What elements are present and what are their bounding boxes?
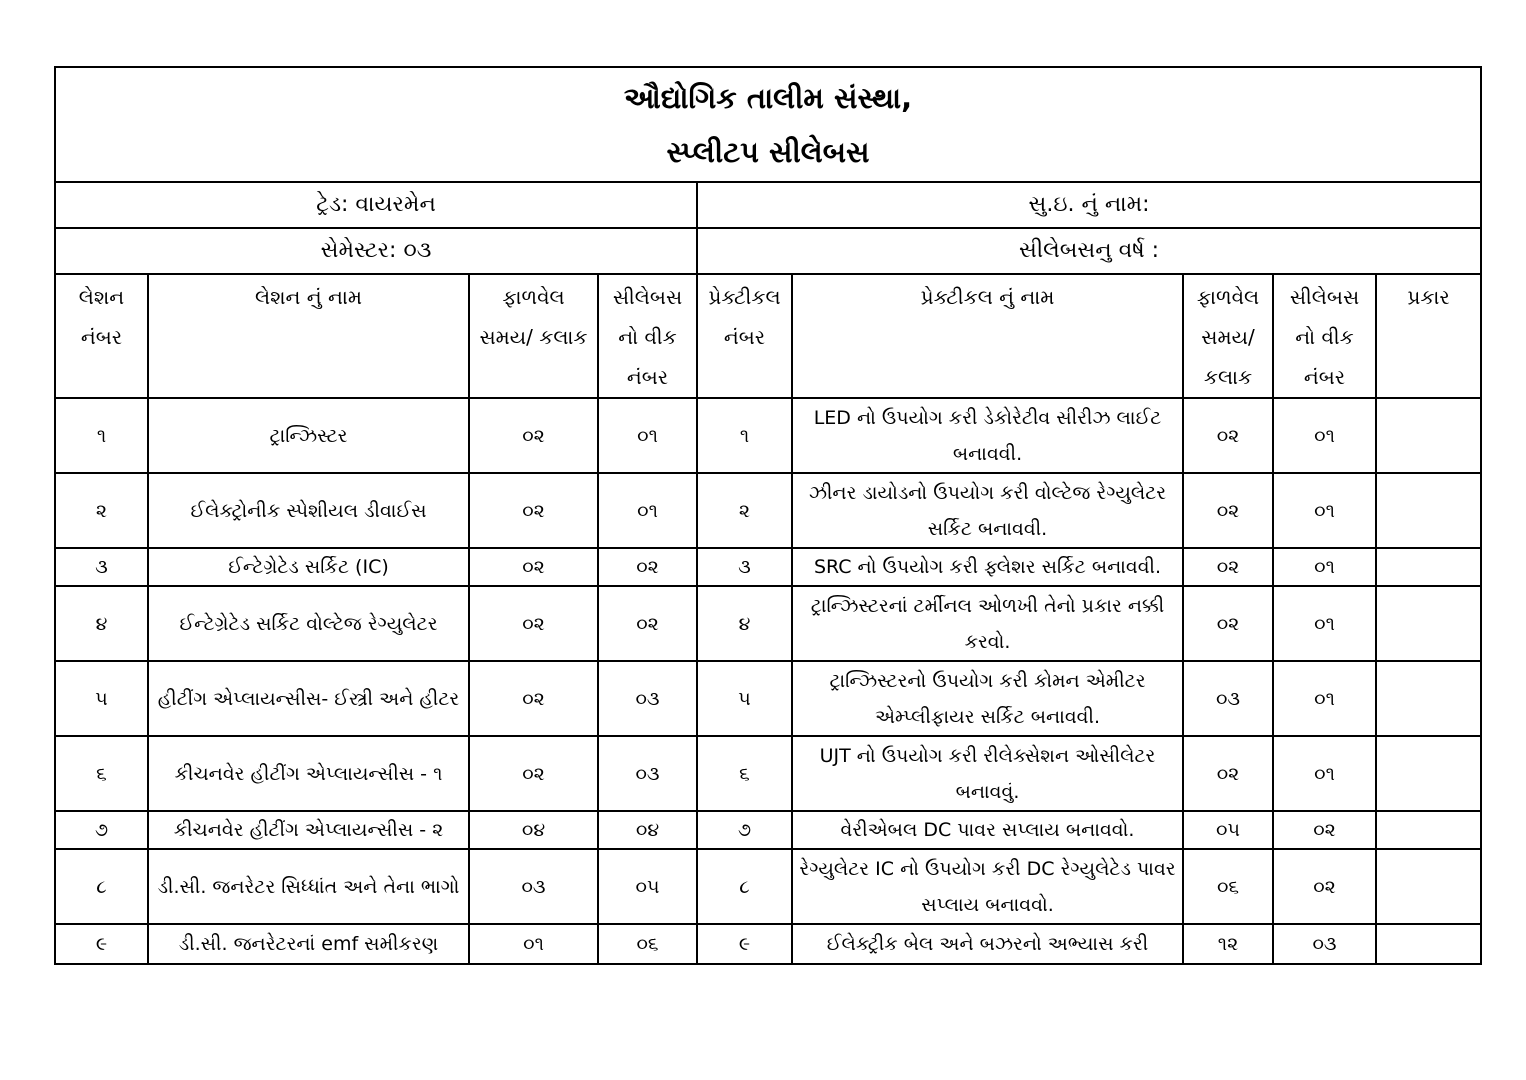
header-practical-hours: ફાળવેલ સમય/ કલાક [1183, 274, 1273, 398]
document-subtitle: સ્પ્લીટપ સીલેબસ [666, 134, 870, 169]
header-lesson-name: લેશન નું નામ [148, 274, 469, 398]
header-practical-name: પ્રેક્ટીકલ નું નામ [792, 274, 1183, 398]
practical-hours: ૦૩ [1183, 661, 1273, 736]
lesson-week: ૦૩ [598, 661, 697, 736]
type-cell [1376, 548, 1481, 586]
practical-no: ૬ [697, 736, 792, 811]
lesson-hours: ૦૧ [469, 924, 598, 964]
info-row-semester [55, 228, 1481, 274]
lesson-name: ડી.સી. જનરેટરનાં emf સમીકરણ [148, 924, 469, 964]
lesson-week: ૦૧ [598, 473, 697, 548]
lesson-hours: ૦૨ [469, 473, 598, 548]
practical-hours: ૦૨ [1183, 473, 1273, 548]
lesson-no: ૮ [55, 849, 148, 924]
lesson-no: ૯ [55, 924, 148, 964]
practical-week: ૦૨ [1273, 849, 1376, 924]
lesson-no: ૬ [55, 736, 148, 811]
practical-hours: ૦૨ [1183, 398, 1273, 473]
lesson-name: હીટીંગ એપ્લાયન્સીસ- ઈસ્ત્રી અને હીટર [148, 661, 469, 736]
lesson-week: ૦૬ [598, 924, 697, 964]
institute-name: ઔદ્યોગિક તાલીમ સંસ્થા, [623, 80, 913, 115]
practical-hours: ૦૬ [1183, 849, 1273, 924]
trade-label: ટ્રેડ: વાયરમેન [55, 182, 697, 228]
lesson-week: ૦૨ [598, 586, 697, 661]
practical-no: ૩ [697, 548, 792, 586]
type-cell [1376, 811, 1481, 849]
lesson-no: ૩ [55, 548, 148, 586]
practical-hours: ૦૨ [1183, 548, 1273, 586]
info-row-trade [55, 182, 1481, 228]
lesson-hours: ૦૩ [469, 849, 598, 924]
header-lesson-hours: ફાળવેલ સમય/ કલાક [469, 274, 598, 398]
table-row [55, 661, 1481, 736]
lesson-week: ૦૨ [598, 548, 697, 586]
lesson-name: ડી.સી. જનરેટર સિધ્ધાંત અને તેના ભાગો [148, 849, 469, 924]
document-title [55, 67, 1481, 182]
lesson-hours: ૦૨ [469, 661, 598, 736]
title-row [55, 67, 1481, 182]
type-cell [1376, 924, 1481, 964]
lesson-name: ટ્રાન્ઝિસ્ટર [148, 398, 469, 473]
lesson-hours: ૦૪ [469, 811, 598, 849]
practical-name: ઝીનર ડાયોડનો ઉપયોગ કરી વોલ્ટેજ રેગ્યુલેટર સર્કિટ બનાવવી. [792, 473, 1183, 548]
practical-name: રેગ્યુલેટર IC નો ઉપયોગ કરી DC રેગ્યુલેટેડ પાવર સપ્લાય બનાવવો. [792, 849, 1183, 924]
header-practical-week: સીલેબસ નો વીક નંબર [1273, 274, 1376, 398]
practical-name: UJT નો ઉપયોગ કરી રીલેક્સેશન ઓસીલેટર બનાવવું. [792, 736, 1183, 811]
lesson-no: ૧ [55, 398, 148, 473]
type-cell [1376, 661, 1481, 736]
table-row [55, 586, 1481, 661]
practical-no: ૨ [697, 473, 792, 548]
table-row [55, 736, 1481, 811]
table-row [55, 924, 1481, 964]
practical-hours: ૦૨ [1183, 586, 1273, 661]
header-lesson-week: સીલેબસ નો વીક નંબર [598, 274, 697, 398]
lesson-hours: ૦૨ [469, 398, 598, 473]
type-cell [1376, 736, 1481, 811]
practical-no: ૯ [697, 924, 792, 964]
syllabus-table [54, 66, 1482, 965]
instructor-label: સુ.ઇ. નું નામ: [697, 182, 1481, 228]
practical-week: ૦૧ [1273, 548, 1376, 586]
table-row [55, 398, 1481, 473]
lesson-hours: ૦૨ [469, 548, 598, 586]
syllabus-year-label: સીલેબસનુ વર્ષ : [697, 228, 1481, 274]
practical-name: ઈલેક્ટ્રીક બેલ અને બઝરનો અભ્યાસ કરી [792, 924, 1183, 964]
practical-name: ટ્રાન્ઝિસ્ટરનાં ટર્મીનલ ઓળખી તેનો પ્રકાર નક્કી કરવો. [792, 586, 1183, 661]
practical-name: વેરીએબલ DC પાવર સપ્લાય બનાવવો. [792, 811, 1183, 849]
practical-hours: ૧૨ [1183, 924, 1273, 964]
header-practical-no: પ્રેક્ટીકલ નંબર [697, 274, 792, 398]
lesson-name: કીચનવેર હીટીંગ એપ્લાયન્સીસ - ૨ [148, 811, 469, 849]
type-cell [1376, 398, 1481, 473]
practical-week: ૦૩ [1273, 924, 1376, 964]
lesson-hours: ૦૨ [469, 736, 598, 811]
practical-no: ૧ [697, 398, 792, 473]
practical-no: ૭ [697, 811, 792, 849]
lesson-week: ૦૩ [598, 736, 697, 811]
lesson-hours: ૦૨ [469, 586, 598, 661]
table-row [55, 849, 1481, 924]
lesson-name: કીચનવેર હીટીંગ એપ્લાયન્સીસ - ૧ [148, 736, 469, 811]
lesson-no: ૪ [55, 586, 148, 661]
practical-hours: ૦૨ [1183, 736, 1273, 811]
practical-name: SRC નો ઉપયોગ કરી ફ્લેશર સર્કિટ બનાવવી. [792, 548, 1183, 586]
practical-hours: ૦૫ [1183, 811, 1273, 849]
lesson-name: ઈન્ટેગ્રેટેડ સર્કિટ વોલ્ટેજ રેગ્યુલેટર [148, 586, 469, 661]
practical-week: ૦૧ [1273, 473, 1376, 548]
column-header-row [55, 274, 1481, 398]
practical-week: ૦૧ [1273, 736, 1376, 811]
practical-no: ૮ [697, 849, 792, 924]
table-row [55, 811, 1481, 849]
practical-name: ટ્રાન્ઝિસ્ટરનો ઉપયોગ કરી કોમન એમીટર એમ્પ્લીફાયર સર્કિટ બનાવવી. [792, 661, 1183, 736]
practical-week: ૦૧ [1273, 661, 1376, 736]
table-row [55, 548, 1481, 586]
practical-no: ૪ [697, 586, 792, 661]
lesson-name: ઈન્ટેગ્રેટેડ સર્કિટ (IC) [148, 548, 469, 586]
lesson-name: ઈલેક્ટ્રોનીક સ્પેશીયલ ડીવાઈસ [148, 473, 469, 548]
practical-no: ૫ [697, 661, 792, 736]
type-cell [1376, 849, 1481, 924]
practical-week: ૦૨ [1273, 811, 1376, 849]
practical-week: ૦૧ [1273, 586, 1376, 661]
practical-week: ૦૧ [1273, 398, 1376, 473]
semester-label: સેમેસ્ટર: ૦૩ [55, 228, 697, 274]
header-lesson-no: લેશન નંબર [55, 274, 148, 398]
lesson-week: ૦૫ [598, 849, 697, 924]
type-cell [1376, 473, 1481, 548]
lesson-week: ૦૧ [598, 398, 697, 473]
header-type: પ્રકાર [1376, 274, 1481, 398]
lesson-no: ૫ [55, 661, 148, 736]
table-row [55, 473, 1481, 548]
lesson-no: ૭ [55, 811, 148, 849]
lesson-no: ૨ [55, 473, 148, 548]
lesson-week: ૦૪ [598, 811, 697, 849]
type-cell [1376, 586, 1481, 661]
practical-name: LED નો ઉપયોગ કરી ડેકોરેટીવ સીરીઝ લાઈટ બનાવવી. [792, 398, 1183, 473]
